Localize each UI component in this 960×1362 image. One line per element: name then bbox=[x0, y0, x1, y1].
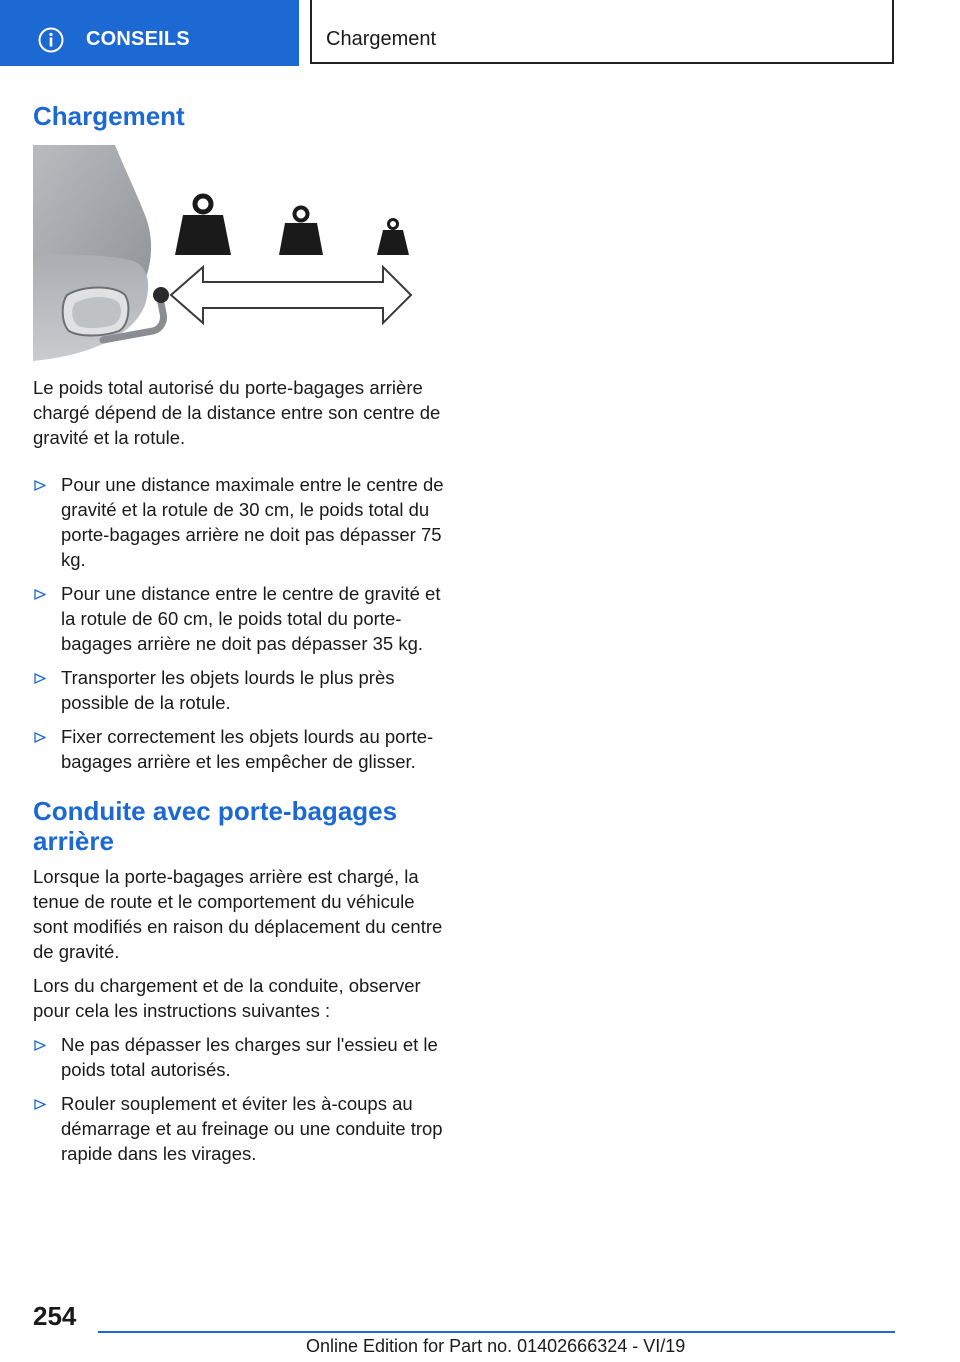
tow-ball bbox=[153, 287, 169, 303]
weight-large bbox=[175, 196, 231, 255]
section-title-conduite: Conduite avec porte-bagages arrière bbox=[33, 796, 398, 856]
main-content bbox=[33, 100, 449, 1175]
tow-hitch-load-diagram bbox=[33, 145, 415, 361]
list-item: Ne pas dépasser les charges sur l'essieu et le poids total autorisés. bbox=[33, 1032, 449, 1082]
triangle-bullet-icon bbox=[34, 589, 46, 600]
topic-tab-label: Chargement bbox=[326, 28, 437, 50]
edition-footer: Online Edition for Part no. 01402666324 - VI/19 bbox=[306, 1336, 686, 1356]
triangle-bullet-icon bbox=[34, 1099, 46, 1110]
list-item: Rouler souplement et éviter les à-coups au démarrage et au freinage ou une conduite trop rapide dans les virages. bbox=[33, 1091, 449, 1166]
triangle-bullet-icon bbox=[34, 732, 46, 743]
section-tab[interactable] bbox=[0, 0, 299, 66]
intro-paragraph: Le poids total autorisé du porte-bagages arrière chargé dépend de la distance entre son centre de gravité et la rotule. bbox=[33, 377, 441, 448]
list-item: Transporter les objets lourds le plus près possible de la rotule. bbox=[33, 665, 449, 715]
paragraph: Lorsque la porte-bagages arrière est chargé, la tenue de route et le comportement du véhicule sont modifiés en raison du déplacement du centre de gravité. bbox=[33, 866, 443, 962]
triangle-bullet-icon bbox=[34, 673, 46, 684]
page-number: 254 bbox=[33, 1301, 77, 1331]
footer-divider bbox=[98, 1331, 895, 1333]
list-item: Pour une distance maximale entre le centre de gravité et la rotule de 30 cm, le poids total du porte-bagages arrière ne doit pas dépasser 75 kg. bbox=[33, 472, 449, 572]
weight-small bbox=[377, 220, 409, 256]
section-title-chargement: Chargement bbox=[33, 101, 185, 131]
paragraph: Lors du chargement et de la conduite, observer pour cela les instructions suivantes : bbox=[33, 975, 421, 1021]
driving-rules-list bbox=[33, 1032, 449, 1166]
triangle-bullet-icon bbox=[34, 1040, 46, 1051]
list-item: Fixer correctement les objets lourds au porte-bagages arrière et les empêcher de glisser. bbox=[33, 724, 449, 774]
topic-tab[interactable] bbox=[310, 0, 894, 64]
distance-arrow bbox=[171, 267, 411, 323]
weight-medium bbox=[279, 208, 323, 256]
list-item: Pour une distance entre le centre de gravité et la rotule de 60 cm, le poids total du porte-bagages arrière ne doit pas dépasser 35 kg. bbox=[33, 581, 449, 656]
triangle-bullet-icon bbox=[34, 480, 46, 491]
section-tab-label: CONSEILS bbox=[86, 28, 190, 50]
loading-rules-list bbox=[33, 472, 449, 774]
info-icon bbox=[38, 27, 64, 53]
